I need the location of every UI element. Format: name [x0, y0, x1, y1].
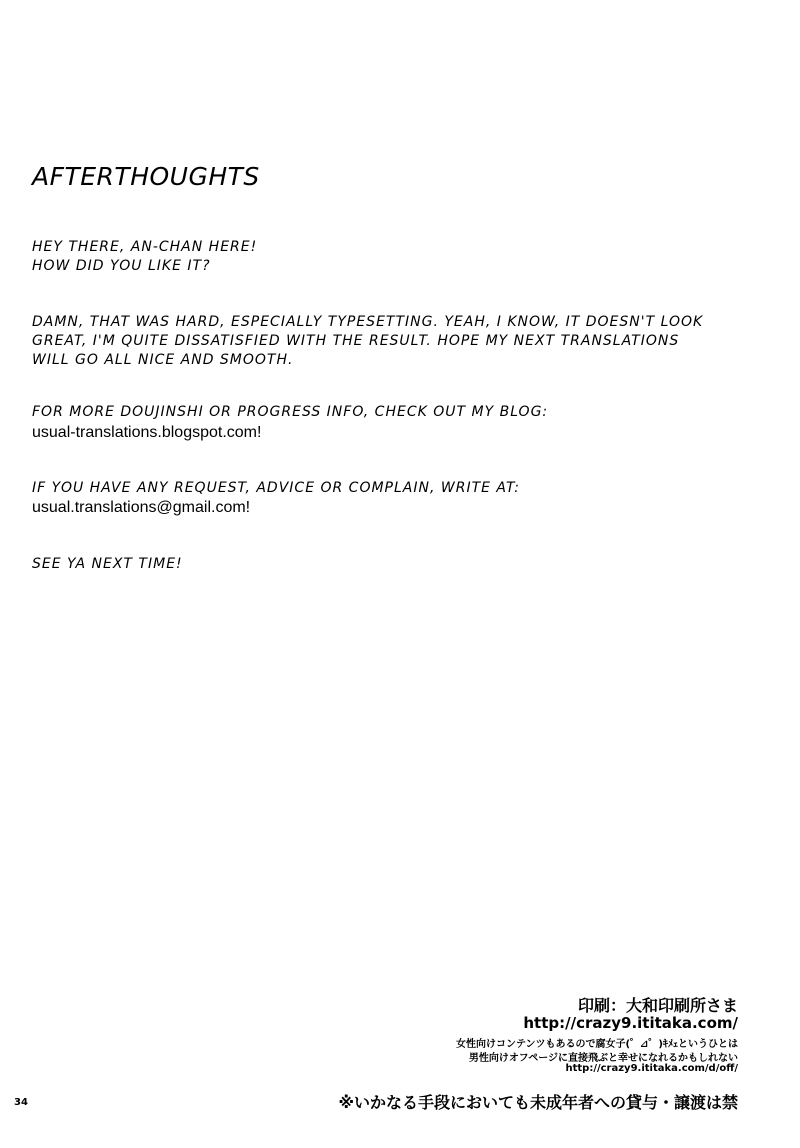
- blog-intro-text: FOR MORE DOUJINSHI OR PROGRESS INFO, CHECK OUT MY BLOG:: [32, 404, 549, 420]
- printer-credit: 印刷：大和印刷所さま: [577, 996, 738, 1015]
- request-intro-text: IF YOU HAVE ANY REQUEST, ADVICE OR COMPLAIN, WRITE AT:: [32, 480, 520, 496]
- body-paragraph: DAMN, THAT WAS HARD, ESPECIALLY TYPESETTING. YEAH, I KNOW, IT DOESN'T LOOK GREAT, I'M QUITE DISSATISFIED WITH THE RESULT. HOPE MY NEXT TRANSLATIONS WILL GO ALL NICE AND SMOOTH.: [32, 314, 704, 368]
- note-line-1: 女性向けコンテンツもあるので腐女子(゜⊿゜)ｷﾒｪというひとは: [455, 1039, 738, 1050]
- email-address: usual.translations@gmail.com!: [32, 499, 251, 516]
- page-number: 34: [14, 1097, 28, 1108]
- page-title: AFTERTHOUGHTS: [32, 162, 260, 191]
- note-line-2: 男性向けオフページに直接飛ぶと幸せになれるかもしれない: [468, 1053, 738, 1064]
- circle-url: http://crazy9.ititaka.com/: [523, 1014, 738, 1032]
- blog-url: usual-translations.blogspot.com!: [32, 424, 262, 441]
- age-warning: ※いかなる手段においても未成年者への貸与・譲渡は禁: [338, 1093, 738, 1112]
- signoff-text: SEE YA NEXT TIME!: [32, 556, 183, 572]
- off-page-url: http://crazy9.ititaka.com/d/off/: [565, 1063, 738, 1074]
- greeting-text: HEY THERE, AN-CHAN HERE! HOW DID YOU LIKE IT?: [32, 239, 258, 274]
